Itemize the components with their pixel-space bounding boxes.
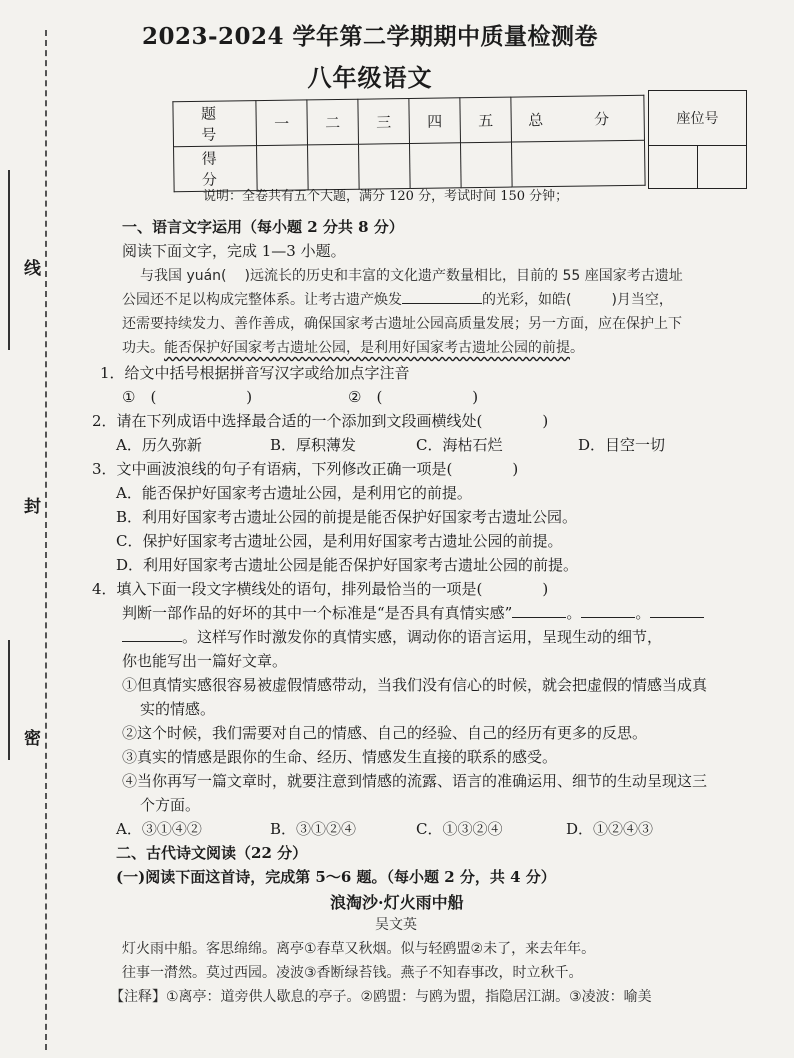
score-cell[interactable] — [359, 143, 411, 189]
q2-option-c[interactable]: C．海枯石烂 — [416, 436, 503, 454]
score-cell[interactable] — [409, 143, 461, 189]
margin-char-mi: 密 — [24, 720, 41, 753]
q4-option-b[interactable]: B．③①②④ — [270, 820, 357, 838]
exam-title: 2023-2024 学年第二学期期中质量检测卷 — [141, 23, 599, 50]
q2-option-d[interactable]: D．目空一切 — [578, 436, 666, 454]
score-table-header: 得 分 — [174, 146, 258, 192]
q4-item: 实的情感。 — [140, 700, 216, 718]
exam-note: 说明：全卷共有五个大题，满分 120 分，考试时间 150 分钟； — [203, 189, 569, 204]
section1-intro: 阅读下面文字，完成 1—3 小题。 — [122, 242, 346, 260]
passage-line-1: 与我国 yuán( )远流长的历史和丰富的文化遗产数量相比，目前的 55 座国家考古遗址 — [140, 268, 683, 284]
edge-mark — [0, 640, 10, 760]
score-table-header: 总 分 — [511, 95, 645, 142]
q4-option-a[interactable]: A．③①④② — [116, 820, 202, 838]
score-table-header-row — [173, 95, 645, 147]
score-table-header: 四 — [409, 98, 461, 144]
q4-item: ③真实的情感是跟你的生命、经历、情感发生直接的联系的感受。 — [122, 748, 558, 766]
seat-label: 座位号 — [649, 91, 747, 146]
section1-heading: 一、语言文字运用（每小题 2 分共 8 分） — [122, 218, 404, 236]
margin-char-xian: 线 — [24, 250, 41, 283]
q1-stem: 1．给文中括号根据拼音写汉字或给加点字注音 — [100, 364, 410, 382]
seat-cell[interactable] — [698, 146, 747, 189]
score-cell[interactable] — [511, 140, 645, 187]
q3-stem: 3．文中画波浪线的句子有语病，下列修改正确一项是( ) — [92, 460, 519, 478]
score-cell[interactable] — [460, 142, 512, 188]
q4-option-c[interactable]: C．①③②④ — [416, 820, 503, 838]
q3-option-b[interactable]: B．利用好国家考古遗址公园的前提是能否保护好国家考古遗址公园。 — [116, 508, 578, 526]
score-table-header: 三 — [358, 98, 410, 144]
q3-option-c[interactable]: C．保护好国家考古遗址公园，是利用好国家考古遗址公园的前提。 — [116, 532, 563, 550]
q2-option-a[interactable]: A．历久弥新 — [116, 436, 202, 454]
q4-item: ②这个时候，我们需要对自己的情感、自己的经验、自己的经历有更多的反思。 — [122, 724, 648, 742]
score-table-header: 五 — [460, 97, 512, 143]
margin-char-feng: 封 — [24, 488, 41, 521]
score-table-header: 二 — [307, 99, 359, 145]
q4-stem: 4．填入下面一段文字横线处的语句，排列最恰当的一项是( ) — [92, 580, 549, 598]
score-table-header: 题 号 — [173, 101, 257, 147]
q2-stem: 2．请在下列成语中选择最合适的一个添加到文段画横线处( ) — [92, 412, 549, 430]
q4-option-d[interactable]: D．①②④③ — [566, 820, 654, 838]
poem-line: 往事一潸然。莫过西园。凌波③香断绿苔钱。燕子不知春事改，时立秋千。 — [122, 965, 583, 981]
seat-table — [648, 90, 747, 189]
poem-line: 灯火雨中船。客思绵绵。离亭①春草又秋烟。似与轻鸥盟②未了，来去年年。 — [122, 941, 596, 957]
score-table — [172, 95, 645, 193]
section2-sub: (一)阅读下面这首诗，完成第 5～6 题。（每小题 2 分，共 4 分） — [116, 868, 556, 886]
edge-mark — [0, 170, 10, 350]
passage-blank[interactable] — [402, 289, 482, 304]
q4-blank[interactable] — [512, 603, 566, 618]
passage-line-4: 功夫。能否保护好国家考古遗址公园，是利用好国家考古遗址公园的前提。 — [122, 340, 584, 356]
seat-cell[interactable] — [649, 146, 698, 189]
wavy-underlined-sentence: 能否保护好国家考古遗址公园，是利用好国家考古遗址公园的前提 — [164, 340, 570, 356]
q1-answer-a[interactable]: ① ( ) — [122, 388, 253, 406]
exam-subtitle: 八年级语文 — [307, 63, 433, 92]
score-table-header: 一 — [256, 100, 308, 146]
q4-blank[interactable] — [650, 603, 704, 618]
q3-option-d[interactable]: D．利用好国家考古遗址公园是能否保护好国家考古遗址公园的前提。 — [116, 556, 579, 574]
passage-line-2: 公园还不足以构成完整体系。让考古遗产焕发 的光彩，如皓( )月当空， — [122, 289, 673, 309]
q4-item: ④当你再写一篇文章时，就要注意到情感的流露、语言的准确运用、细节的生动呈现这三 — [122, 772, 708, 790]
q2-option-b[interactable]: B．厚积薄发 — [270, 436, 357, 454]
q4-blank[interactable] — [122, 627, 182, 642]
passage-line-3: 还需要持续发力、善作善成，确保国家考古遗址公园高质量发展；另一方面，应在保护上下 — [122, 316, 682, 332]
q4-item: ①但真情实感很容易被虚假情感带动，当我们没有信心的时候，就会把虚假的情感当成真 — [122, 676, 708, 694]
q4-blank[interactable] — [581, 603, 635, 618]
score-cell[interactable] — [257, 145, 309, 191]
q1-answer-b[interactable]: ② ( ) — [348, 388, 479, 406]
poem-notes: 【注释】①离亭：道旁供人歇息的亭子。②鸥盟：与鸥为盟，指隐居江湖。③凌波：喻美 — [110, 989, 652, 1005]
score-cell[interactable] — [308, 144, 360, 190]
poem-title: 浪淘沙·灯火雨中船 — [330, 893, 464, 912]
q4-text-1: 判断一部作品的好坏的其中一个标准是“是否具有真情实感” 。 。 — [122, 602, 704, 623]
q3-option-a[interactable]: A．能否保护好国家考古遗址公园，是利用它的前提。 — [116, 484, 472, 502]
binding-dashed-line — [45, 30, 47, 1050]
q4-text-2: 。这样写作时激发你的真情实感，调动你的语言运用，呈现生动的细节， — [122, 626, 662, 647]
section2-heading: 二、古代诗文阅读（22 分） — [116, 844, 308, 862]
q4-text-3: 你也能写出一篇好文章。 — [122, 652, 288, 670]
poem-author: 吴文英 — [375, 917, 417, 933]
q4-item: 个方面。 — [140, 796, 201, 814]
